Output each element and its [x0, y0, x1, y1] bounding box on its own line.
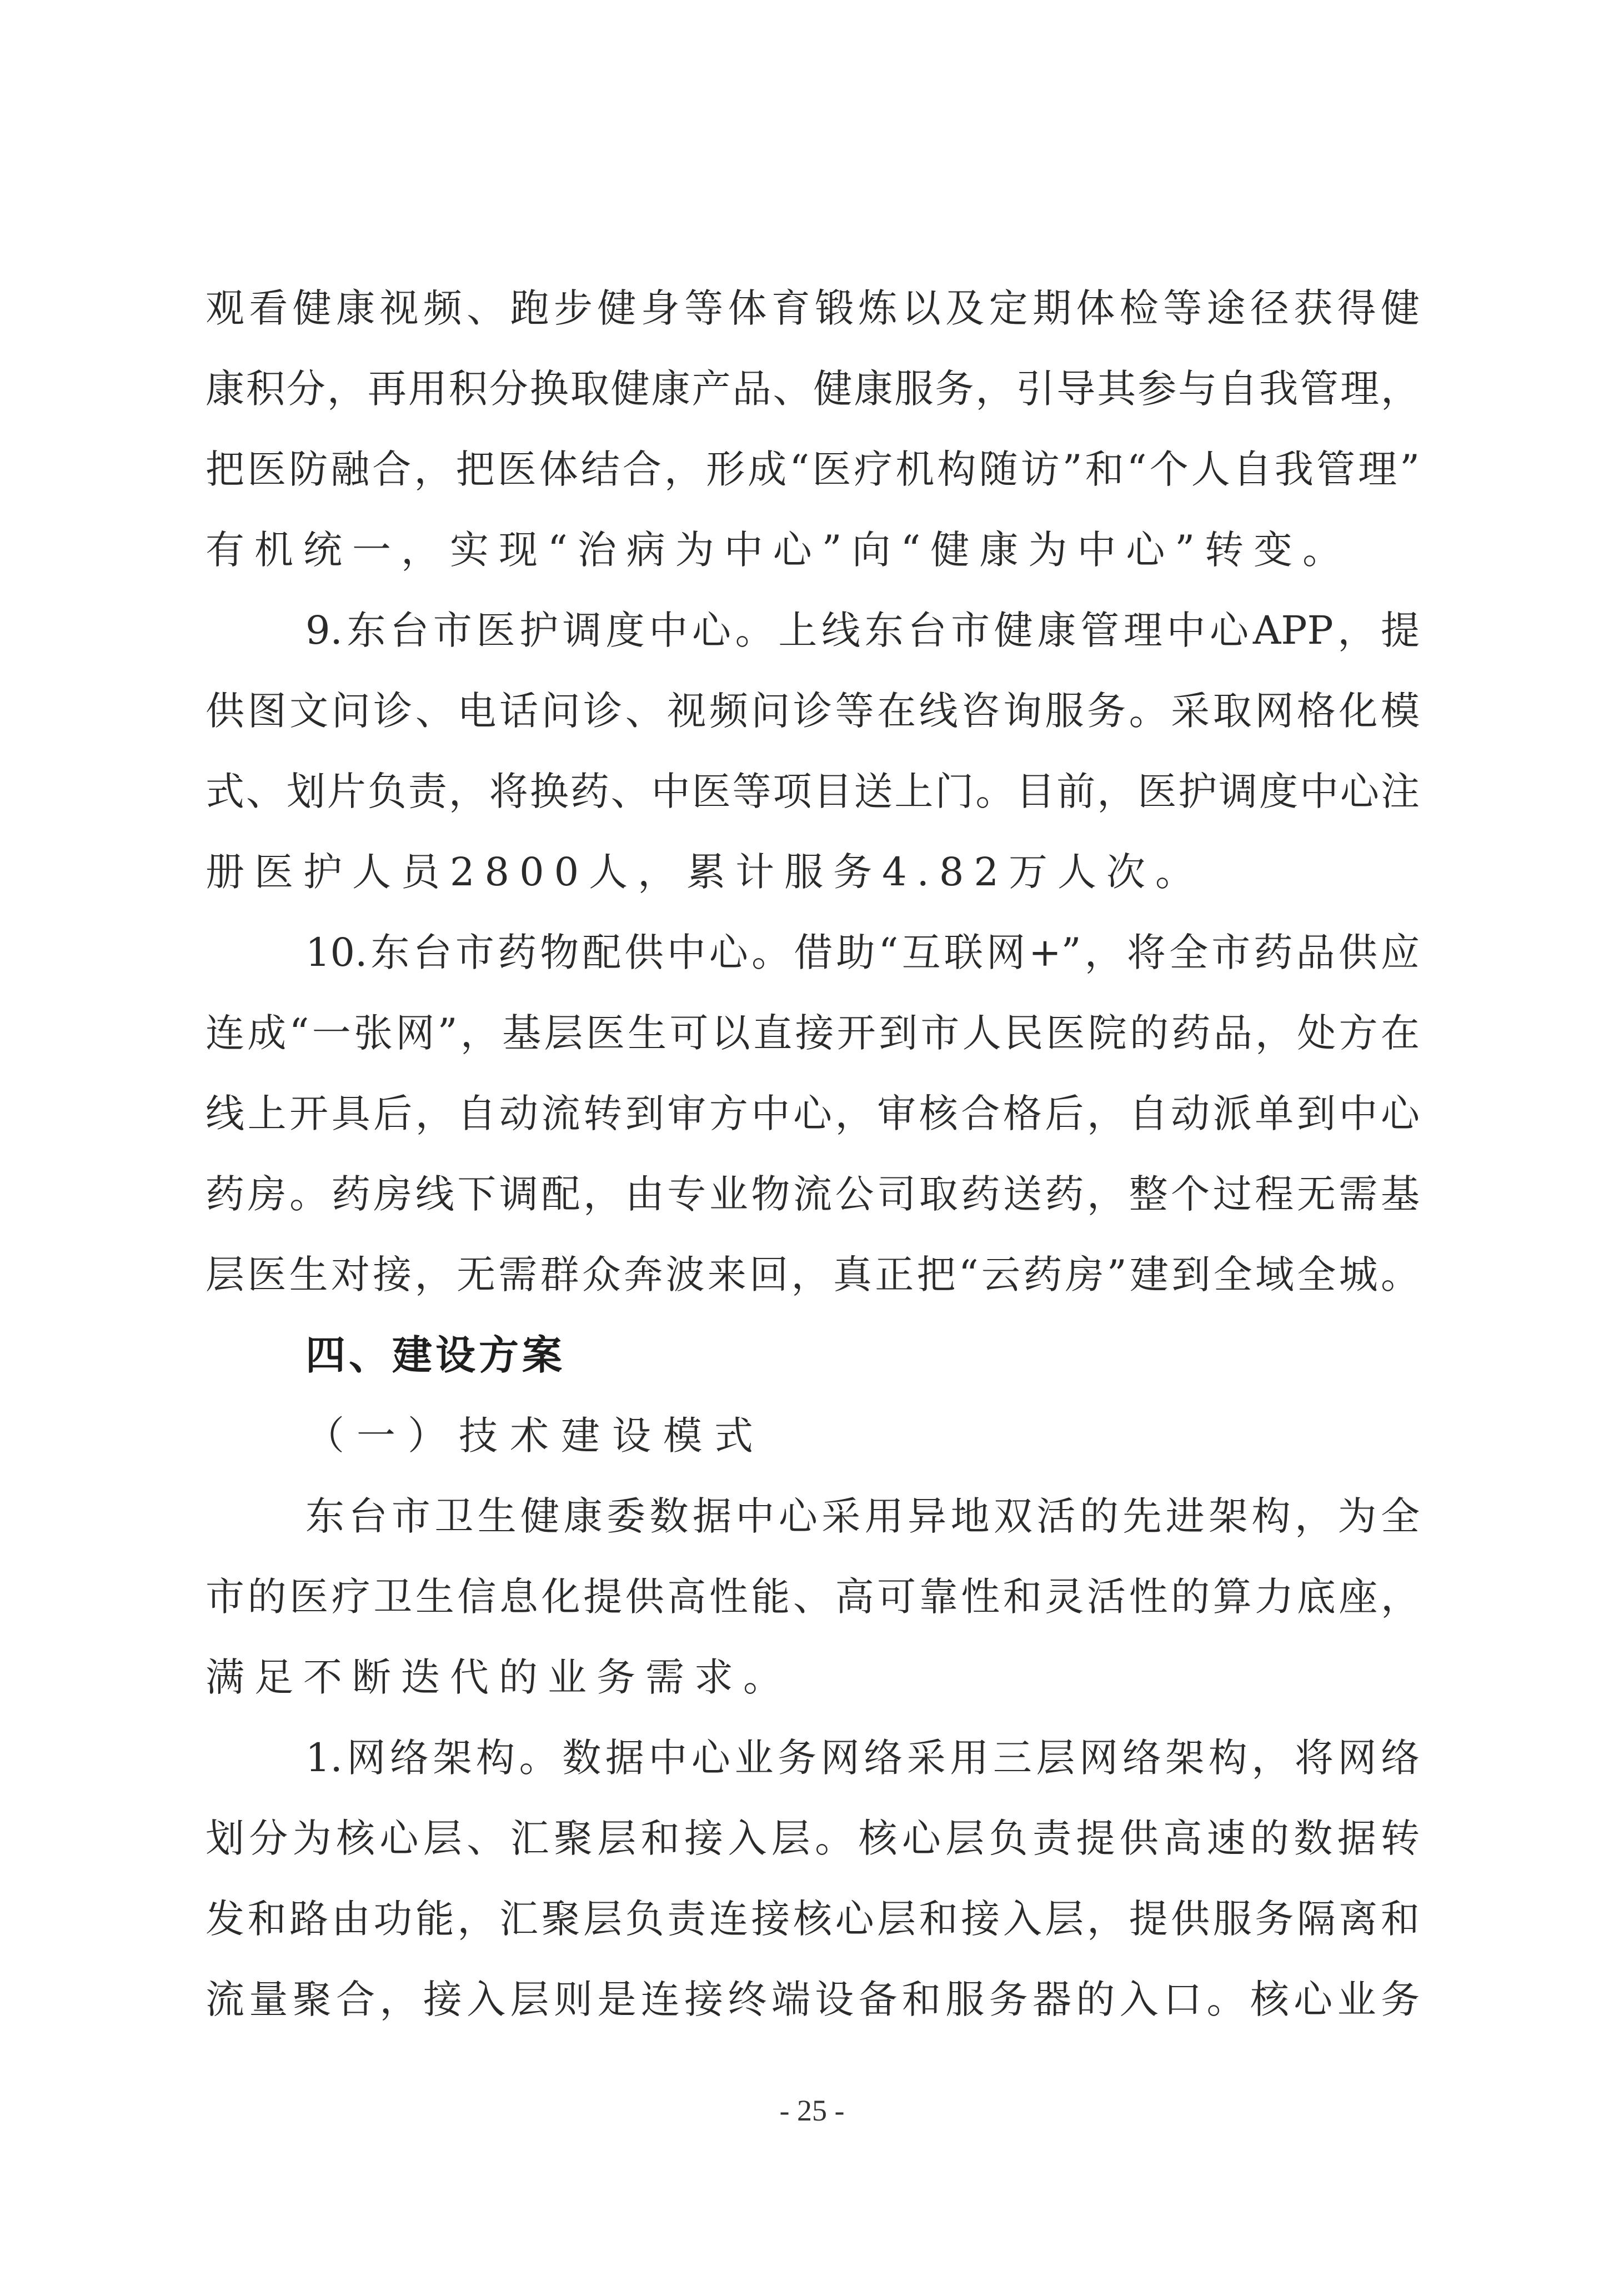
paragraph-line: 10.东台市药物配供中心。借助“互联网+”，将全市药品供应 [305, 930, 1420, 975]
paragraph-line: 康积分，再用积分换取健康产品、健康服务，引导其参与自我管理， [205, 366, 1420, 412]
page-number: - 25 - [779, 2094, 845, 2127]
section-heading: 四、建设方案 [305, 1332, 566, 1378]
paragraph-line: 发和路由功能，汇聚层负责连接核心层和接入层，提供服务隔离和 [205, 1896, 1420, 1942]
paragraph-line: 划分为核心层、汇聚层和接入层。核心层负责提供高速的数据转 [205, 1816, 1420, 1861]
paragraph-line: 药房。药房线下调配，由专业物流公司取药送药，整个过程无需基 [205, 1171, 1420, 1217]
paragraph-line: 满足不断迭代的业务需求。 [205, 1655, 792, 1700]
paragraph-line: 9.东台市医护调度中心。上线东台市健康管理中心APP，提 [305, 608, 1420, 653]
paragraph-line: 观看健康视频、跑步健身等体育锻炼以及定期体检等途径获得健 [205, 285, 1420, 331]
paragraph-line: 线上开具后，自动流转到审方中心，审核合格后，自动派单到中心 [205, 1091, 1420, 1136]
subsection-heading: （一）技术建设模式 [305, 1413, 765, 1458]
paragraph-line: 1.网络架构。数据中心业务网络采用三层网络架构，将网络 [305, 1735, 1420, 1781]
paragraph-line: 市的医疗卫生信息化提供高性能、高可靠性和灵活性的算力底座， [205, 1574, 1420, 1620]
paragraph-line: 连成“一张网”，基层医生可以直接开到市人民医院的药品，处方在 [205, 1010, 1420, 1056]
paragraph-line: 有机统一，实现“治病为中心”向“健康为中心”转变。 [205, 527, 1352, 573]
paragraph-line: 层医生对接，无需群众奔波来回，真正把“云药房”建到全域全城。 [205, 1252, 1420, 1297]
paragraph-line: 式、划片负责，将换药、中医等项目送上门。目前，医护调度中心注 [205, 769, 1420, 814]
paragraph-line: 流量聚合，接入层则是连接终端设备和服务器的入口。核心业务 [205, 1977, 1420, 2022]
paragraph-line: 册医护人员2800人，累计服务4.82万人次。 [205, 849, 1205, 895]
paragraph-line: 东台市卫生健康委数据中心采用异地双活的先进架构，为全 [305, 1493, 1420, 1539]
paragraph-line: 把医防融合，把医体结合，形成“医疗机构随访”和“个人自我管理” [205, 447, 1420, 492]
paragraph-line: 供图文问诊、电话问诊、视频问诊等在线咨询服务。采取网格化模 [205, 688, 1420, 734]
